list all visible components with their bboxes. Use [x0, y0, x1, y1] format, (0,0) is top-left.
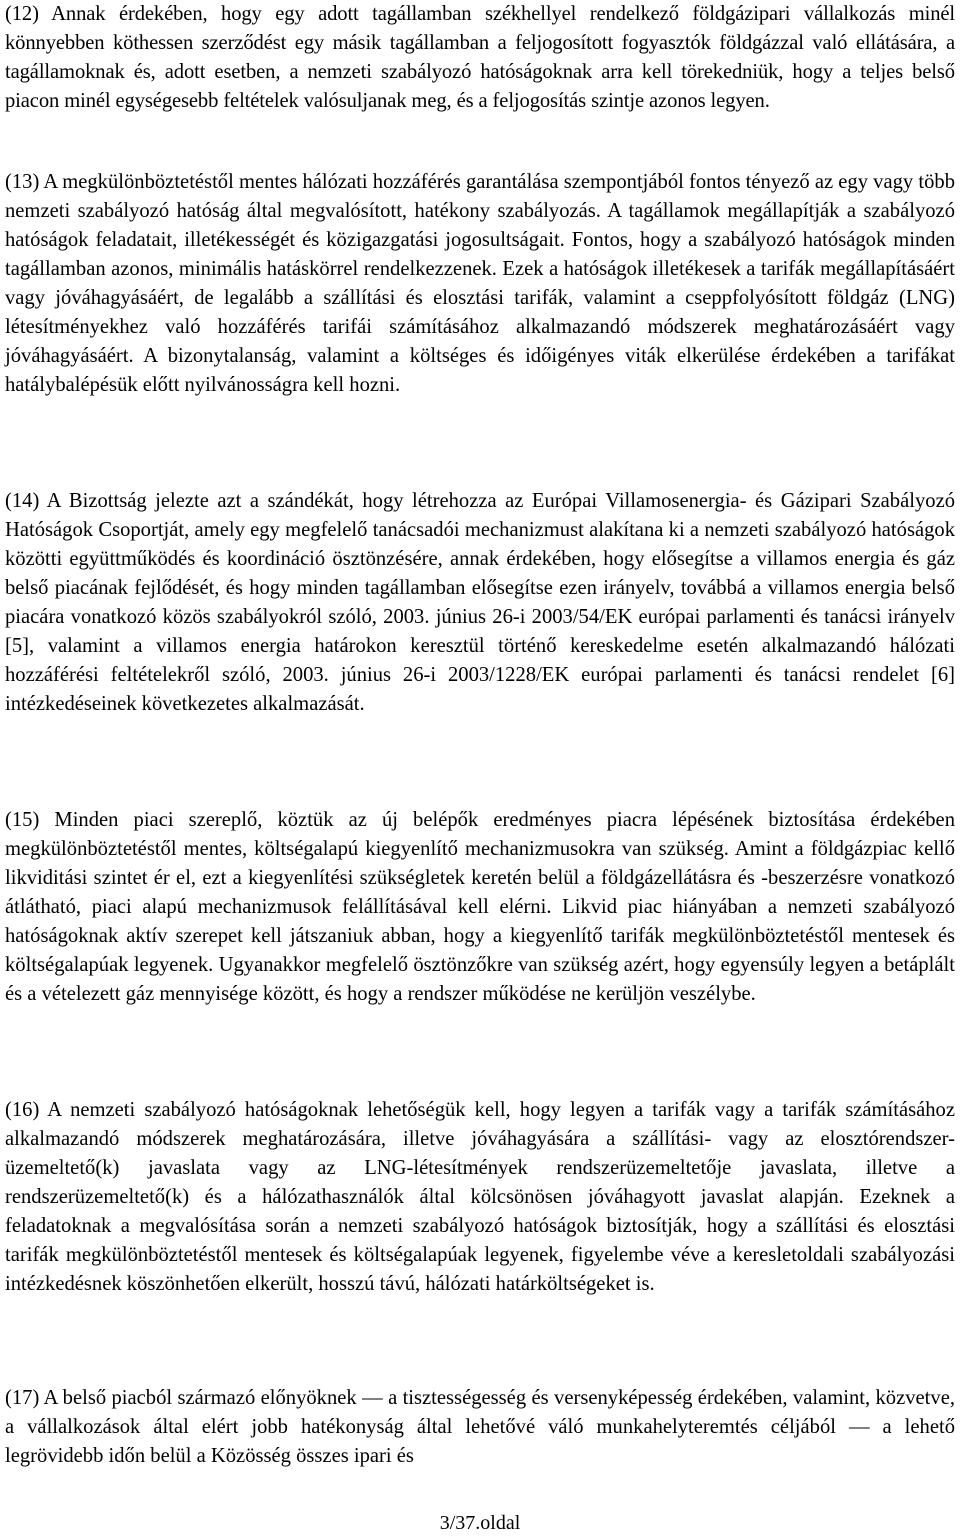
paragraph-15: (15) Minden piaci szereplő, köztük az új belépők eredményes piacra lépésének biztosítása érdekében megkülönböztetéstől mentes, költségalapú kiegyenlítő mechanizmusokra van szükség. Amint a földgázpiac kellő likviditási szintet ér el, ezt a kiegyenlítési szükségletek keretén belül a földgázellátásra és -beszerzésre vonatkozó átlátható, piaci alapú mechanizmusok felállításával kell elérni. Likvid piac hiányában a nemzeti szabályozó hatóságoknak aktív szerepet kell játszaniuk abban, hogy a kiegyenlítő tarifák megkülönböztetéstől mentesek és költségalapúak legyenek. Ugyanakkor megfelelő ösztönzőkre van szükség azért, hogy egyensúly legyen a betáplált és a vételezett gáz mennyisége között, és hogy a rendszer működése ne kerüljön veszélybe.	[5, 809, 955, 1005]
paragraph-14: (14) A Bizottság jelezte azt a szándékát, hogy létrehozza az Európai Villamosenergia- és Gázipari Szabályozó Hatóságok Csoportját, amely egy megfelelő tanácsadói mechanizmust alakítana ki a nemzeti szabályozó hatóságok közötti együttműködés és koordináció ösztönzésére, annak érdekében, hogy elősegítse a villamos energia és gáz belső piacának fejlődését, és hogy minden tagállamban elősegítse ezen irányelv, továbbá a villamos energia belső piacára vonatkozó közös szabályokról szóló, 2003. június 26-i 2003/54/EK európai parlamenti és tanácsi irányelv [5], valamint a villamos energia határokon keresztül történő kereskedelme esetén alkalmazandó hálózati hozzáférési feltételekről szóló, 2003. június 26-i 2003/1228/EK európai parlamenti és tanácsi rendelet [6] intézkedéseinek következetes alkalmazását.	[5, 490, 955, 715]
paragraph-16: (16) A nemzeti szabályozó hatóságoknak lehetőségük kell, hogy legyen a tarifák vagy a tarifák számításához alkalmazandó módszerek meghatározására, illetve jóváhagyására a szállítási- vagy az elosztórendszer-üzemeltető(k) javaslata vagy az LNG-létesítmények rendszerüzemeltetője javaslata, illetve a rendszerüzemeltető(k) és a hálózathasználók által kölcsönösen jóváhagyott javaslat alapján. Ezeknek a feladatoknak a megvalósítása során a nemzeti szabályozó hatóságok biztosítják, hogy a szállítási és elosztási tarifák megkülönböztetéstől mentesek és költségalapúak legyenek, figyelembe véve a keresletoldali szabályozási intézkedésnek köszönhetően elkerült, hosszú távú, hálózati határköltségeket is.	[5, 1099, 955, 1295]
page-number-footer: 3/37.oldal	[439, 1512, 521, 1534]
paragraph-17: (17) A belső piacból származó előnyöknek — a tisztességesség és versenyképesség érdekében, valamint, közvetve, a vállalkozások által elért jobb hatékonyság által lehetővé váló munkahelyteremtés céljából — a lehető legrövidebb időn belül a Közösség összes ipari és	[5, 1387, 955, 1467]
paragraph-12: (12) Annak érdekében, hogy egy adott tagállamban székhellyel rendelkező földgázipari vállalkozás minél könnyebben köthessen szerződést egy másik tagállamban a feljogosított fogyasztók földgázzal való ellátására, a tagállamoknak és, adott esetben, a nemzeti szabályozó hatóságoknak arra kell törekedniük, hogy a teljes belső piacon minél egységesebb feltételek valósuljanak meg, és a feljogosítás szintje azonos legyen.	[5, 3, 955, 112]
paragraph-13: (13) A megkülönböztetéstől mentes hálózati hozzáférés garantálása szempontjából fontos tényező az egy vagy több nemzeti szabályozó hatóság által megvalósított, hatékony szabályozás. A tagállamok megállapítják a szabályozó hatóságok feladatait, illetékességét és közigazgatási jogosultságait. Fontos, hogy a szabályozó hatóságok minden tagállamban azonos, minimális hatáskörrel rendelkezzenek. Ezek a hatóságok illetékesek a tarifák megállapításáért vagy jóváhagyásáért, de legalább a szállítási és elosztási tarifák, valamint a cseppfolyósított földgáz (LNG) létesítményekhez való hozzáférés tarifái számításához alkalmazandó módszerek meghatározásáért vagy jóváhagyásáért. A bizonytalanság, valamint a költséges és időigényes viták elkerülése érdekében a tarifákat hatálybalépésük előtt nyilvánosságra kell hozni.	[5, 171, 955, 396]
